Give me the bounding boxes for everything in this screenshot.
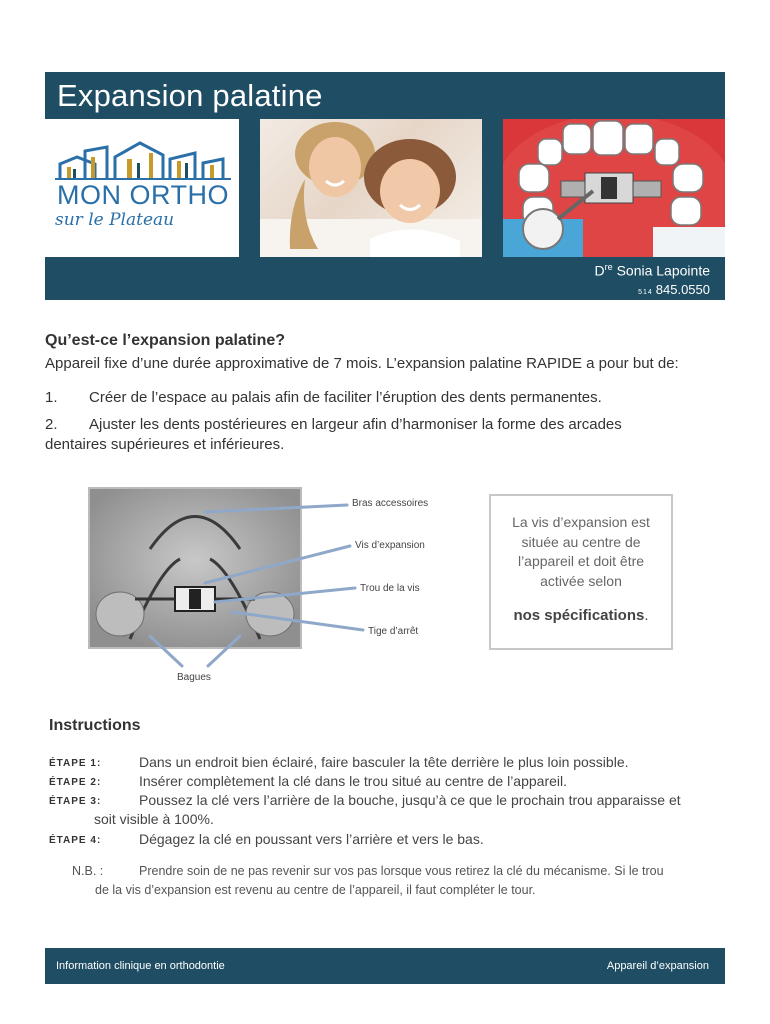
phone-prefix: 514	[638, 289, 653, 296]
nb-label: N.B. :	[72, 864, 104, 878]
intro-text: Appareil fixe d’une durée approximative de 7 mois. L’expansion palatine RAPIDE a pour but de:	[45, 355, 679, 372]
page-title: Expansion palatine	[57, 78, 323, 113]
footer-left-text: Information clinique en orthodontie	[56, 960, 225, 972]
footer-right-text: Appareil d’expansion	[606, 960, 709, 972]
step-text: Dans un endroit bien éclairé, faire basculer la tête derrière le plus loin possible.	[139, 754, 629, 770]
section-question: Qu’est-ce l’expansion palatine?	[45, 332, 286, 349]
step-text: Poussez la clé vers l’arrière de la bouche, jusqu’à ce que le prochain trou apparaisse et	[139, 792, 681, 808]
phone-number	[638, 282, 710, 297]
info-box-emphasis	[491, 607, 671, 624]
info-box	[489, 494, 673, 650]
list-item-text-continued: dentaires supérieures et inférieures.	[45, 436, 285, 453]
list-item-text: Créer de l’espace au palais afin de faciliter l’éruption des dents permanentes.	[89, 389, 602, 406]
list-item-number: 1.	[45, 389, 58, 406]
phone-digits: 845.0550	[655, 282, 710, 297]
instructions-heading: Instructions	[49, 717, 141, 734]
nb-text: Prendre soin de ne pas revenir sur vos pas lorsque vous retirez la clé du mécanisme. Si le trou	[139, 864, 664, 878]
doctor-prefix: D	[594, 262, 605, 279]
label-vis-expansion: Vis d’expansion	[355, 540, 425, 551]
logo-line1: MON ORTHO	[57, 180, 229, 210]
appliance-photo	[88, 487, 302, 649]
footer-band	[45, 948, 725, 984]
nb-text-continued: de la vis d’expansion est revenu au centre de l’appareil, il faut compléter le tour.	[95, 883, 536, 897]
step-text: Dégagez la clé en poussant vers l’arrière et vers le bas.	[139, 831, 484, 847]
step-text: Insérer complètement la clé dans le trou situé au centre de l’appareil.	[139, 773, 568, 789]
step-text-continued: soit visible à 100%.	[94, 811, 214, 827]
doctor-title-sup: re	[604, 262, 613, 272]
step-label: ÉTAPE 4:	[49, 835, 102, 846]
clinic-logo	[45, 119, 239, 257]
logo-line2: sur le Plateau	[55, 210, 175, 230]
header-band	[45, 72, 725, 300]
label-bras-accessoires: Bras accessoires	[352, 498, 429, 509]
step-label: ÉTAPE 1:	[49, 758, 102, 769]
label-tige-arret: Tige d’arrêt	[368, 626, 419, 637]
label-trou-vis: Trou de la vis	[360, 583, 420, 594]
info-box-text: La vis d’expansion est située au centre de l’appareil et doit être activée selon	[512, 514, 650, 589]
step-label: ÉTAPE 2:	[49, 777, 102, 788]
mother-daughter-photo	[260, 119, 482, 257]
info-box-period: .	[644, 607, 649, 624]
step-label: ÉTAPE 3:	[49, 796, 102, 807]
doctor-name-text: Sonia Lapointe	[612, 262, 710, 279]
list-item-number: 2.	[45, 416, 58, 433]
label-bagues: Bagues	[177, 672, 211, 683]
teeth-illustration	[503, 119, 725, 257]
doctor-name	[595, 262, 710, 279]
info-box-strong: nos spécifications	[513, 607, 645, 624]
list-item-text: Ajuster les dents postérieures en largeur afin d’harmoniser la forme des arcades	[89, 416, 622, 433]
